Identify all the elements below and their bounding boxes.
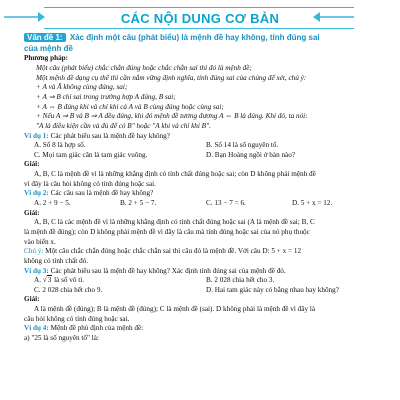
note-text-cont: không có tính chất đó. (24, 256, 89, 265)
topic-title-line-1: Xác định một câu (phát biểu) là mệnh đề hay không, tính đúng sai (69, 33, 320, 42)
example-3-solution-label: Giải: (24, 295, 40, 304)
example-3-option-a (34, 276, 206, 286)
topic-heading (24, 33, 378, 44)
example-3-option-d: D. Hai tam giác này có bằng nhau hay không? (206, 285, 339, 294)
method-line: + Nếu A ⇒ B và B ⇒ A đều đúng, khi đó mệnh đề tương đương A ⇔ B là đúng. Khi đó, ta nói: (36, 112, 308, 121)
example-4-question (24, 324, 378, 334)
example-4-label: Ví dụ 4: (24, 324, 49, 333)
note-text: Một câu chắc chắn đúng hoặc chắc chắn sai thì câu đó là mệnh đề. Với câu D: 5 + x = 12 (45, 247, 302, 256)
example-1-solution: A, B, C là mệnh đề vì là những khẳng định có tính chất đúng hoặc sai; còn D không phải mệnh đề (34, 170, 316, 179)
example-2-solution-label: Giải: (24, 208, 40, 217)
example-3-options-row-1 (24, 276, 378, 286)
example-2-options (24, 199, 378, 209)
sqrt-symbol: √3 (42, 276, 52, 285)
lesson-content (24, 33, 378, 344)
example-3-text: Các phát biểu sau là mệnh đề hay không? Xác định tính đúng sai của mệnh đề đó. (50, 266, 286, 275)
method-heading: Phương pháp: (24, 54, 69, 63)
example-2-option-b: B. 2 + 5 − 7. (120, 199, 157, 208)
example-4-sub: a) "25 là số nguyên tố" là: (24, 334, 99, 343)
topic-tag: Vấn đề 1: (24, 33, 66, 42)
example-1-solution-cont: vì đây là câu hỏi không có tính đúng hoặc sai. (24, 179, 156, 188)
note-paragraph (24, 247, 378, 257)
example-1-label: Ví dụ 1: (24, 131, 49, 140)
example-3-question (24, 267, 378, 277)
example-1-question (24, 132, 378, 142)
example-2-label: Ví dụ 2: (24, 189, 49, 198)
example-3-option-b: B. 2 028 chia hết cho 3. (206, 276, 275, 285)
method-line: Một mệnh đề dạng cụ thể thì cần nắm vững định nghĩa, tính đúng sai của chúng để xét, chú ý: (36, 73, 307, 82)
example-2-text: Các câu sau là mệnh đề hay không? (50, 189, 154, 198)
example-2-option-a: A. 2 + 9 − 5. (34, 199, 71, 208)
example-1-option-c: C. Mọi tam giác cân là tam giác vuông. (34, 150, 148, 159)
example-4-text: Mệnh đề phủ định của mệnh đề: (50, 324, 144, 333)
section-banner (0, 4, 400, 30)
example-2-question (24, 189, 378, 199)
method-line: Một câu (phát biểu) chắc chắn đúng hoặc chắc chắn sai thì đó là mệnh đề; (36, 64, 252, 73)
example-2-option-c: C. 13 − 7 = 6. (206, 199, 246, 208)
method-line: "A là điều kiện cần và đủ để có B" hoặc "A khi và chỉ khi B". (36, 121, 211, 130)
example-1-option-b: B. Số 14 là số nguyên tố. (206, 141, 279, 150)
example-3-option-a-prefix: A. (34, 276, 41, 285)
topic-title-line-2: của mệnh đề (24, 43, 73, 53)
method-line: + A ⇒ B chỉ sai trong trường hợp A đúng, B sai; (36, 93, 176, 101)
method-line: + A ⇔ B đúng khi và chỉ khi cả A và B cùng đúng hoặc cùng sai; (36, 102, 224, 111)
method-line: + A và Ā không cùng đúng, sai; (36, 83, 128, 92)
example-1-option-d: D. Bạn Hoàng ngồi ở bàn nào? (206, 150, 296, 159)
example-3-solution: A là mệnh đề (đúng); B là mệnh đề (đúng); C là mệnh đề (sai). D không phải là mệnh đề vì đây là (34, 305, 316, 314)
example-3-solution-cont: câu hỏi không có tính đúng hoặc sai. (24, 314, 130, 323)
example-1-option-a: A. Số 8 là hợp số. (34, 141, 86, 150)
example-1-text: Các phát biểu sau là mệnh đề hay không? (50, 131, 170, 140)
example-3-option-c: C. 2 028 chia hết cho 9. (34, 285, 103, 294)
sqrt-radicand: 3 (47, 276, 52, 285)
example-3-label: Ví dụ 3: (24, 266, 49, 275)
section-title: CÁC NỘI DUNG CƠ BẢN (120, 11, 280, 26)
example-3-option-a-suffix: là số vô tỉ. (54, 276, 85, 285)
note-label: Chú ý: (24, 247, 44, 256)
example-2-solution: A, B, C là các mệnh đề vì là những khẳng định có tính chất đúng hoặc sai (A là mệnh đề sai; B, C (34, 218, 315, 227)
example-3-options-row-2 (24, 286, 378, 296)
example-1-options-row-1 (24, 141, 378, 151)
example-1-solution-label: Giải: (24, 160, 40, 169)
example-2-solution-end: vào biến x. (24, 237, 56, 246)
example-2-option-d: D. 5 + x = 12. (292, 199, 333, 208)
example-2-solution-cont: là mệnh đề đúng); còn D không phải mệnh đề vì đây là câu mà tính đúng hoặc sai của nó phụ thuộc (24, 227, 310, 236)
example-1-options-row-2 (24, 151, 378, 161)
